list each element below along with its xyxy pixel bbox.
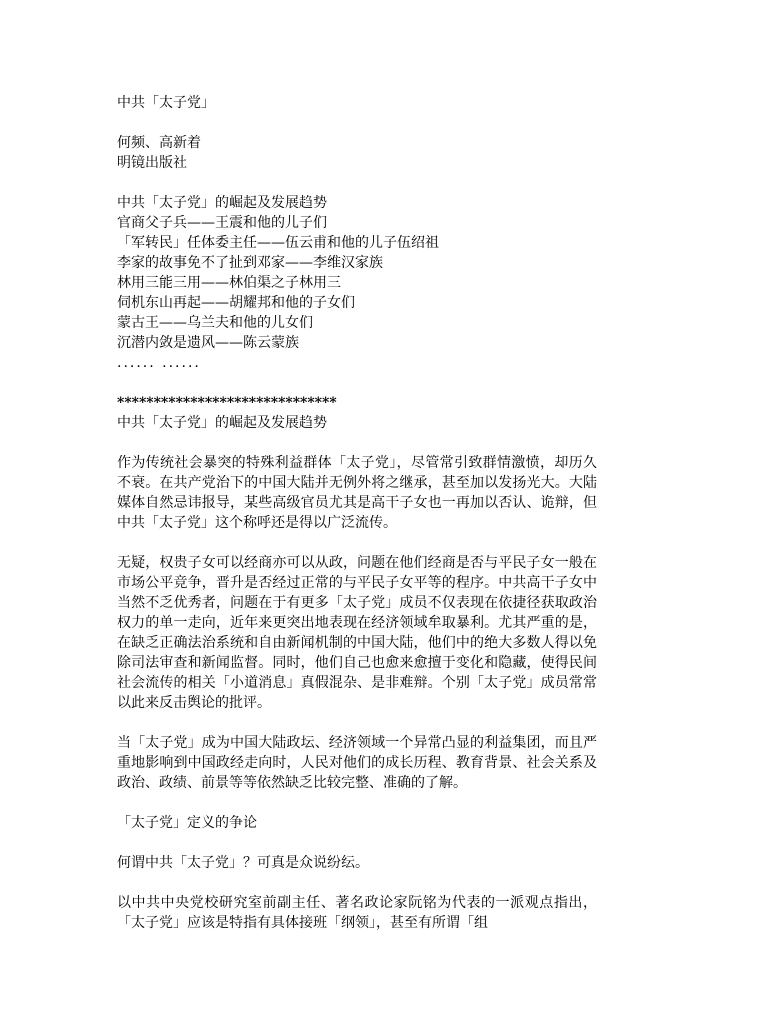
- toc-item: 官商父子兵——王震和他的儿子们: [117, 215, 327, 231]
- blank-line: [117, 373, 597, 393]
- toc-item: 「军转民」任体委主任——伍云甫和他的儿子伍绍祖: [117, 235, 439, 251]
- toc-item: 中共「太子党」的崛起及发展趋势: [117, 195, 327, 211]
- blank-line: [117, 433, 597, 453]
- blank-line: [117, 833, 597, 853]
- toc-item: 沉潜内敛是遗风——陈云蒙族: [117, 335, 299, 351]
- publisher: 明镜出版社: [117, 155, 187, 171]
- toc-item: 伺机东山再起——胡耀邦和他的子女们: [117, 295, 355, 311]
- separator: ******************************: [117, 395, 337, 411]
- authors: 何频、高新着: [117, 135, 201, 151]
- toc-item: 蒙古王——乌兰夫和他的儿女们: [117, 315, 313, 331]
- toc-item: 林用三能三用——林伯渠之子林用三: [117, 275, 341, 291]
- blank-line: [117, 533, 597, 553]
- paragraph: 当「太子党」成为中国大陆政坛、经济领域一个异常凸显的利益集团，而且严重地影响到中国政经走向时，人民对他们的成长历程、教育背景、社会关系及政治、政绩、前景等等依然缺乏比较完整、准确的了解。: [117, 735, 597, 791]
- paragraph: 无疑，权贵子女可以经商亦可以从政，问题在他们经商是否与平民子女一般在市场公平竞争，晋升是否经过正常的与平民子女平等的程序。中共高干子女中当然不乏优秀者，问题在于有更多「太子党」成员不仅表现在依捷径获取政治权力的单一走向，近年来更突出地表现在经济领域牟取暴利。尤其严重的是，在缺乏正确法治系统和自由新闻机制的中国大陆，他们中的绝大多数人得以免除司法审查和新闻监督。同时，他们自己也愈来愈擅于变化和隐藏，使得民间社会流传的相关「小道消息」真假混杂、是非难辩。个别「太子党」成员常常以此来反击舆论的批评。: [117, 555, 597, 711]
- subheading: 「太子党」定义的争论: [117, 815, 257, 831]
- blank-line: [117, 173, 597, 193]
- blank-line: [117, 713, 597, 733]
- paragraph: 以中共中央党校研究室前副主任、著名政论家阮铭为代表的一派观点指出，「太子党」应该是特指有具体接班「纲领」，甚至有所谓「组: [117, 895, 597, 931]
- blank-line: [117, 793, 597, 813]
- toc-ellipsis: ...... ......: [117, 355, 201, 371]
- toc-item: 李家的故事免不了扯到邓家——李维汉家族: [117, 255, 383, 271]
- document-page: [117, 93, 597, 933]
- blank-line: [117, 873, 597, 893]
- book-title: 中共「太子党」: [117, 95, 215, 111]
- question-line: 何谓中共「太子党」？可真是众说纷纭。: [117, 855, 369, 871]
- paragraph: 作为传统社会暴突的特殊利益群体「太子党」，尽管常引致群情激愤，却历久不衰。在共产党治下的中国大陆并无例外将之继承，甚至加以发扬光大。大陆媒体自然忌讳报导，某些高级官员尤其是高干子女也一再加以否认、诡辩，但中共「太子党」这个称呼还是得以广泛流传。: [117, 455, 597, 531]
- blank-line: [117, 113, 597, 133]
- section-heading: 中共「太子党」的崛起及发展趋势: [117, 415, 327, 431]
- table-of-contents: [117, 193, 597, 373]
